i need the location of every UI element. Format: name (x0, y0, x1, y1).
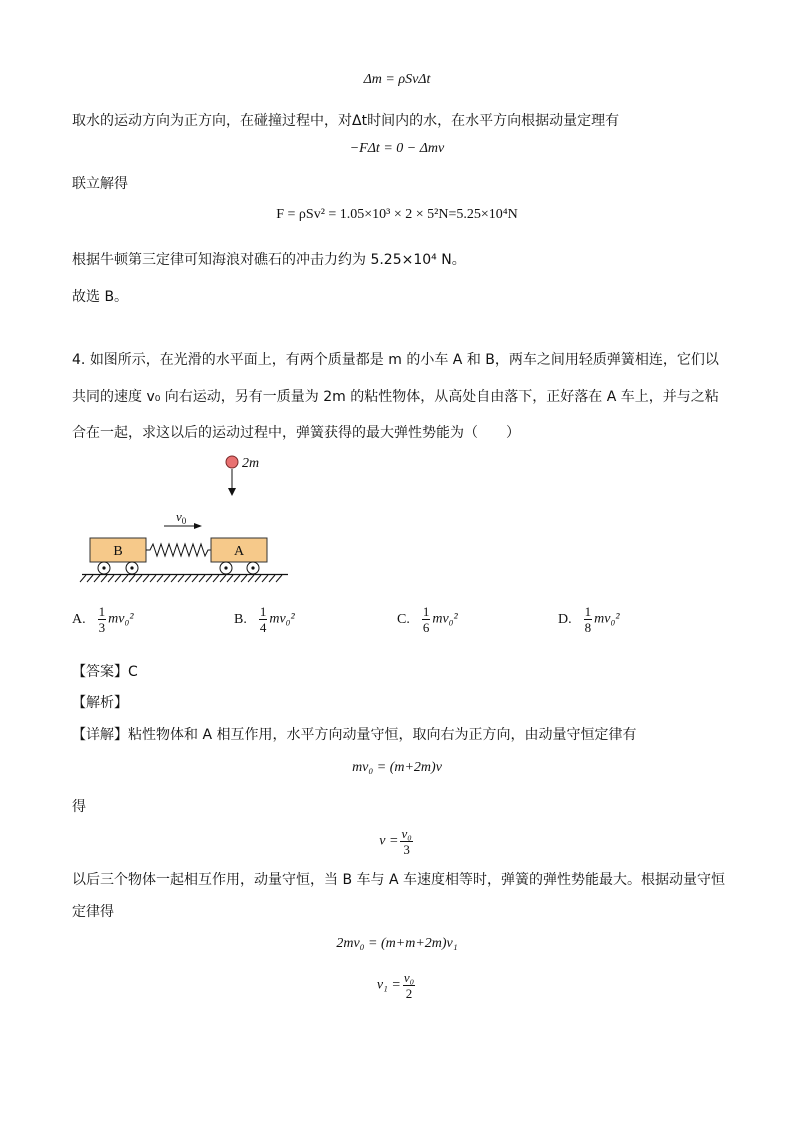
ground-hatch-line (157, 575, 163, 582)
fall-arrow-head (228, 488, 236, 496)
equation-v-result (0, 826, 794, 857)
ground-hatch-line (192, 575, 198, 582)
solution-text-combine: 联立解得 (72, 176, 128, 192)
cart-b-axle-right (130, 566, 133, 569)
option-a-label: A. (72, 611, 86, 627)
equation-momentum-theorem: −FΔt = 0 − Δmv (349, 141, 445, 156)
equation-force-result: F = ρSv² = 1.05×10³ × 2 × 5²N=5.25×10⁴N (276, 207, 518, 222)
detail-text-1: 粘性物体和 A 相互作用，水平方向动量守恒，取向右为正方向，由动量守恒定律有 (128, 727, 637, 743)
option-c-expression: mv₀² (432, 611, 458, 627)
equation-v1-numerator: v₀ (403, 970, 415, 985)
equation-v1-lhs: v₁ = (376, 977, 401, 993)
cart-a-axle-left (224, 566, 227, 569)
option-b-expression: mv₀² (269, 611, 295, 627)
ground-hatch-line (171, 575, 177, 582)
ground-hatch-line (262, 575, 268, 582)
ground-hatch-line (136, 575, 142, 582)
ground-hatch-line (108, 575, 114, 582)
solution-text-choice: 故选 B。 (72, 289, 129, 305)
option-c-fraction (422, 604, 431, 635)
ground-hatch-line (101, 575, 107, 582)
option-a-expression: mv₀² (108, 611, 134, 627)
equation-first-collision: mv₀ = (m+2m)v (352, 760, 442, 775)
answer-tag: 【答案】 (72, 664, 128, 680)
option-c[interactable] (397, 604, 458, 635)
equation-v-denominator: 3 (403, 842, 410, 857)
option-d-fraction (584, 604, 593, 635)
option-c-label: C. (397, 611, 410, 627)
ground-hatch-line (80, 575, 86, 582)
velocity-label: $v_0$ (176, 509, 187, 526)
option-d-denominator: 8 (584, 620, 592, 635)
detail-text-de: 得 (72, 799, 86, 815)
carts-spring-figure (78, 450, 298, 588)
option-a[interactable] (72, 604, 134, 635)
option-b-fraction (259, 604, 268, 635)
ground-hatch-line (220, 575, 226, 582)
question-line-1 (72, 349, 719, 369)
falling-ball (226, 456, 238, 468)
option-a-fraction (98, 604, 107, 635)
option-b[interactable] (234, 604, 295, 635)
equation-v-numerator: v₀ (401, 826, 412, 841)
ground-hatch-line (150, 575, 156, 582)
detail-tag: 【详解】 (72, 727, 128, 743)
analysis-tag: 【解析】 (72, 695, 128, 711)
ground-hatch-line (255, 575, 261, 582)
question-line-2: 共同的速度 v₀ 向右运动，另有一质量为 2m 的粘性物体，从高处自由落下，正好落在 A 车上，并与之粘 (72, 389, 719, 405)
ground-hatch-line (241, 575, 247, 582)
option-c-denominator: 6 (422, 620, 430, 635)
equation-v-fraction (400, 826, 412, 857)
ground-hatch-line (213, 575, 219, 582)
option-a-denominator: 3 (98, 620, 106, 635)
ground-hatch-line (94, 575, 100, 582)
option-b-denominator: 4 (259, 620, 267, 635)
equation-v1-result (0, 970, 794, 1001)
equation-mass-element: Δm = ρSvΔt (363, 72, 431, 87)
ground-hatch-line (248, 575, 254, 582)
ground-hatch-line (206, 575, 212, 582)
cart-a-axle-right (251, 566, 254, 569)
answer-value: C (128, 664, 138, 680)
cart-b-axle-left (102, 566, 105, 569)
option-c-numerator: 1 (422, 604, 430, 619)
detail-line-3: 以后三个物体一起相互作用，动量守恒，当 B 车与 A 车速度相等时，弹簧的弹性势能最大。根据动量守恒 (72, 872, 725, 888)
ground-hatch-line (199, 575, 205, 582)
question-text-1: 如图所示，在光滑的水平面上，有两个质量都是 m 的小车 A 和 B，两车之间用轻质弹簧相连，它们以 (89, 352, 719, 368)
ground-hatch-line (164, 575, 170, 582)
option-d-expression: mv₀² (594, 611, 620, 627)
option-b-numerator: 1 (259, 604, 267, 619)
ground-hatch-line (122, 575, 128, 582)
option-d[interactable] (558, 604, 620, 635)
option-a-numerator: 1 (98, 604, 106, 619)
ground-hatch-line (129, 575, 135, 582)
question-number: 4. (72, 352, 86, 368)
cart-b-label: B (113, 544, 123, 559)
option-d-label: D. (558, 611, 572, 627)
spring (146, 544, 211, 556)
option-d-numerator: 1 (584, 604, 592, 619)
ground-hatch-line (143, 575, 149, 582)
ball-mass-label: 2m (242, 456, 260, 471)
ground-hatch-line (227, 575, 233, 582)
ground-hatch-line (269, 575, 275, 582)
equation-v1-fraction (403, 970, 415, 1001)
ground-hatch-line (115, 575, 121, 582)
equation-v-lhs: v = (379, 833, 399, 849)
equation-three-body: 2mv₀ = (m+m+2m)v₁ (336, 936, 458, 951)
solution-text-newton-third: 根据牛顿第三定律可知海浪对礁石的冲击力约为 5.25×10⁴ N。 (72, 252, 466, 268)
solution-text-direction: 取水的运动方向为正方向，在碰撞过程中，对Δt时间内的水，在水平方向根据动量定理有 (72, 113, 620, 129)
ground-hatch-line (234, 575, 240, 582)
cart-a-label: A (233, 544, 245, 559)
question-line-3: 合在一起，求这以后的运动过程中，弹簧获得的最大弹性势能为（ ） (72, 425, 520, 441)
ground-hatching (80, 575, 282, 582)
equation-v1-denominator: 2 (405, 986, 413, 1001)
detail-line-1 (72, 724, 636, 744)
option-b-label: B. (234, 611, 247, 627)
ground-hatch-line (276, 575, 282, 582)
velocity-arrow-head (194, 523, 202, 529)
answer-line (72, 661, 138, 681)
ground-hatch-line (87, 575, 93, 582)
detail-line-4: 定律得 (72, 904, 114, 920)
ground-hatch-line (178, 575, 184, 582)
ground-hatch-line (185, 575, 191, 582)
